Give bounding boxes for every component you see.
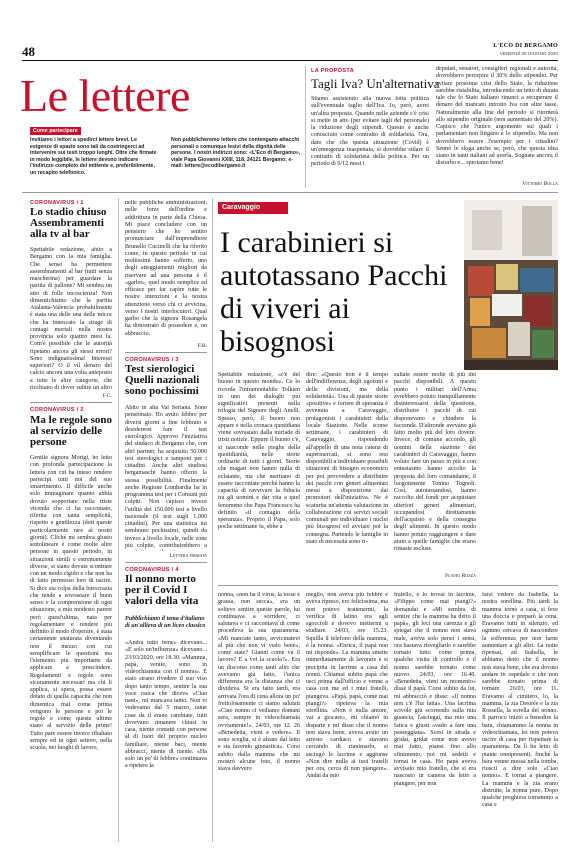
address-text: Non pubblicheremo lettere che contengano attacchi personali o comunque lesivi della dignità delle persone. I nostri indirizzi sono: «L'Eco di Bergamo», viale Papa Giovanni XXIII, 118, 24121 Bergamo; e-mail: lettere@ecodibergamo.it <box>171 137 301 170</box>
proposta-text: Stiamo assistendo alla nuova lotta politica sull'eventuale taglio dell'Iva. Io, però, avrei un'altra proposta. Quando nelle aziende c'è crisi si mette in atto (per evitare tagli del personale) la riduzione degli stipendi. Questo è anche conosciuto come contratto di solidarietà. Ora, dato che che questa situazione (Covid) è un'emergenza inaspettata, si dovrebbe stilare il contratto di solidarietà della politica. Per un periodo di 6/12 mesi i <box>311 96 429 168</box>
letter2-continued: nelle pubbliche amministrazioni, nelle forze dell'ordine e addirittura in parte della Chiesa. Mi piace concludere con un pensiero che ho sentito pronunciare dall'imprenditore Brunello Cucinelli che ha riferito come, in questo periodo in cui moltissimi hanno sofferto, uno degli atteggiamenti migliori da riservare ad una persona è il «garbo», quel modo semplice ed efficace per far capire tutte le nostre intenzioni e la nostra attenzione verso chi ci avvicina, verso i nostri interlocutori. Qual garbo che la signora Rosangela ha dimostrato di possedere e, un abbraccio. <box>125 200 207 337</box>
letter2-tag: CORONAVIRUS / 2 <box>30 407 84 413</box>
header-rule <box>22 60 558 61</box>
participate-text: Invitiamo i lettori a spedirci lettere brevi. Le esigenze di spazio sono tali da costringerci ad intervenire sui testi troppo lunghi. Oltre che firmate in modo leggibile, le lettere devono indicare l'indirizzo completo del mittente e, preferibilmente, un recapito telefonico. <box>30 137 157 176</box>
letter3-signature: Lettera firmata <box>169 553 207 559</box>
letter1-signature: F.C. <box>102 393 112 399</box>
letter4-col-c: fratello, e lo trovai in lacrime, «Filippo come mai piangi?» domandai e «Mi sembra di sentire che la mamma ha detto il papà», gli feci una carezza e gli spiegai che il nonno non stava male, aveva solo perso i sensi, ora bastava risvegliarlo e sarebbe tornato tutto come prima, qualche visita di controllo e il nonno sarebbe tornato come nuovo. 24/03, ore 16.40. «Benedetta, vieni un momento» disse il papà. Corsi subito da lui, mi abbracciò e disse: «Il nonno non c'è l'ha fatta». Una lacrima scivolò giù scorrendo sulla mia guancia, l'asciugai, ma mio una fatica e giusti «vado a fare una passeggiata». Scesi in strada e gridai, gridai come non avevo mai fatto, piansi fino allo sfinimento, poi mi sedetti e tornai in casa. Ho papà aveva avvisato mio fratello, che si era nascosto in camera da letto a piangere, per non <box>394 592 476 787</box>
article-photo <box>464 200 558 370</box>
letter2-text: Gentile signora Morigi, ho letto con profonda partecipazione la lettera con cui ha inteso rendere partecipi tutti noi del suo smarrimento. Il difficile anche solo immaginare quanto abbia dovuto sopportare nella triste vicenda che ci ha raccontato, riferita con tanta semplicità, rispetto e gentilezza (doti queste particolarmente rare al nostri giorni). Cliché mi sembra giusto sottolineare è come molte altre persone in questo periodo, in situazioni simili o estremamente diverse, si siano dovute scontrare con un modo rigido e che non ha di fatto permesso loro di uscire. Si dice sia colpa della burocrazia che tende a sovrastare il buon senso e la comprensione di ogni situazione, a mio modesto parere però quest'ultima, nata per regolamentare e rendere più definito il modo d'operare, è stata certamente snaturata diventando non il mezzo con cui semplificare le questioni ma l'elemento più importante da applicare a prescindere. Regolamenti e regole sono sicuramente necessari ma chi li applica, si spera, possa essere dotato di quella capacità che non dimentica mai come prima vengono le persone e poi le regole e come queste ultime siano al servizio delle prime! Tutto pare essere invece ribaltato sempre ed in ogni settore, nella scuola, nei luoghi di lavoro, <box>30 455 112 751</box>
letter1-tag: CORONAVIRUS / 1 <box>30 200 84 206</box>
article-col2: dire: «Questo non è il tempo dell'indifferenza, degli egoismi e delle divisioni, ma della solidarietà». Una di queste storie «positive» e foriere di speranza è avvenuta a Caravaggio, protagonisti i carabinieri della locale Stazione. Nelle scorse settimane, i carabinieri di Caravaggio, rispondendo all'appello di una nota catena di supermercati, si sono resi disponibili a individuare possibili situazioni di bisogno economico per poi provvedere a distribuire dei pacchi con generi alimentari messi a disposizione dai promotori dell'iniziativa. Ne è scaturita un'attenta valutazione in collaborazione coi servizi sociali comunali per individuare i nuclei più bisognosi ed avviare poi la consegna. Partendo le famiglie in stato di necessità sono ri- <box>306 372 388 545</box>
letter3-title: Test sierologici Quelli nazionali sono pochissimi <box>125 363 200 398</box>
participate-label: Come partecipare <box>30 127 81 135</box>
letter4-col-d: farsi vedere da Isabella, la nostra sorellina. Più tardi la mamma tornò a casa, si fece una doccia e preparò la cena. Eravamo tutti in silenzio, ed ognuno cercava di nascondere la sofferenza per non farne aumentare a gli altri. La notte ripensai, ad Isabella, le abbiamo detto che il nonno non stava bene, che era dovuto andare in ospedale e che non sarebbe tornato prima di tornare. 26/03, ore 11. Eravamo al cimitero, lo, la mamma, la zia Desirée e la zia Rossella, la sorella del nonno. Il parroco iniziò a benedire la bara, chiamammo la nonna in videochiamata, lei non poteva uscire di casa per rispettare la quarantena. Da lì ha letto di piante onnipresenti, finché la bara venne messa nella tomba, riuscii a dire solo «Ciao nonno». E tornai a piangere. La mamma e la zia erano distrutte, la nonna pure. Dopo qualche preghiera tornammo a casa e <box>482 592 558 809</box>
page-number: 48 <box>22 44 35 59</box>
proposta-text-continued: deputati, senatori, consiglieri regionali e autorità, dovrebbero percepire il 30% dello stipendio. Per evitare prossime crisi dello Stato, la riduzione sarebbe ristabilita, introducendo un tetto di durata tale che lo Stato italiano rinunci a recuperare il denaro del mancato introito Iva con altre tasse. Naturalmente alla fine del periodo si ritornerà allo stipendio originale (non aumentato del 20%). Capisco che l'unico argomento sui quali i parlamentari non litigano è lo stipendio. Ma non dovrebbero essere l'esempio per i cittadini? Sennò le sloga anche se, però, che questa idea siano in tanti italiani ad averla. Sognate ancora il disturbo e... speriamo bene! <box>436 66 558 167</box>
letter2-signature: F.B. <box>197 343 207 349</box>
proposta-title: Tagli Iva? Un'alternativa <box>311 76 440 91</box>
letter1-title: Lo stadio chiuso Assembramenti alla tv al bar <box>30 206 107 241</box>
letter4-col-b: meglio, non aveva più febbre e aveva ripreso, ero felicissima, ma non potevo trattenermi, la verifica di latino era agli sgoccioli e dovevo mettermi a studiare. 24/03, ore 15.23. Squilla il telefono della mamma, è la nonna. «Enrica, il papà non mi risponde». La mamma smette immediatamente di lavorare e si precipita in lacrime a casa del nonni. Chiamai subito papà che usci prima dall'ufficio e venne a casa con me ed i miei fratelli, piangeva. «Papà, papà, come mai piangi?» ripeteva la mia sorellina. «Non è nulla amore, vai a giocare», mi chiamò in disparte e mi disse che il nonno non stava bene, aveva avuto un arresto cardiaco e stavano cercando di rianimarlo, si asciugò le lacrime e aggiunse «Non dire nulla ai tuoi fratelli per ora, cerca di non piangere». Andai da mio <box>306 592 388 780</box>
letter4-intro: Pubblichiamo il tema d'italiano di un'allieva di un liceo classico <box>125 616 206 630</box>
article-col1: Spettabile redazione, «c'è del buono in questo mondo». Ce lo ricorda l'intramontabile Tolkien in uno dei dialoghi più significativi presenti nella trilogia del Signore degli Anelli. Spesso, però, il buono non appare e nella cronaca quotidiana viene sovrastato dalla miriade di tristi notizie. Eppure il buono c'è, si nasconde nelle pieghe della quotidianità, nelle storie ordinarie di tutti i giorni. Storie che magari non hanno nulla di eclatante, ma che meritano di essere raccontate perché hanno la capacità di ravvivare la fiducia tra gli uomini e dar vita a quel fenomeno che Papa Francesco ha definito «il contagio della speranza». Proprio il Papa, solo poche settimane fa, ebbe a <box>218 372 300 531</box>
proposta-tag: LA PROPOSTA <box>311 68 355 74</box>
article-title: I carabinieri si autotassano Pacchi di viveri ai bisognosi <box>220 226 448 358</box>
proposta-signature: Vittorio Bolla <box>522 181 558 187</box>
letter4-text: «Andrà tutto bene» dicevano... «E solo un'influenza» dicevano... 23/03/2020, ore 18.30. «Mamma, papà, venite, sono in videochiamata con il nonno». È stato strano rivedere il suo viso dopo tanto tempo, sentire la sua voce rauca che diceva «Ciao nani», mi mancava tanto. Non vi vedevamo dal 5 marzo, tante cose da il erano cambiate, tutti dovevano rimanere chiusi in casa, niente contatti con persone al di fuori del proprio nucleo familiare, niente baci, niente abbracci, niente di niente. «Ha solo un po' di febbre» continuava a ripetere la <box>125 640 207 770</box>
issue-date: VENERDÌ 29 GIUGNO 2020 <box>499 51 558 56</box>
letter1-text: Spettabile redazione, abito a Bergamo con la mia famiglia. Che senso ha permettere assembramenti al bar (tutti senza mascherina) per guardare la partita di pallone? Mi sembra un atto di folle incoscienza! Non dimentichiamo che la partita Atalanta-Valencia probabilmente è stata una delle una delle micce che ha innescato la strage di contagi mortali nella nostra provincia solo quattro mesi fa. Com'è possibile che le autorità ripetano ancora gli stessi errori? Sono indignatissima! Interessi superiori? O il vil denaro del calcio ancora una volta anteposto a tutte le altre categorie, che ricchiano di dover subire un altro <box>30 247 112 391</box>
letter2-title: Ma le regole sono al servizio delle persone <box>30 414 112 449</box>
article-kicker: Caravaggio <box>218 202 288 214</box>
letter4-tag: CORONAVIRUS / 4 <box>125 567 179 573</box>
letter4-col-a: nonna, «non ha il virus, la tosse è grassa, non secca», era un solievo sentire queste parole, lui continuava a sorridere, ci salutava e ci raccontava di come procedeva la sua quarantena. «Mi mancate tanto, avvicinatevi al più che non vi vedo bene», come state? Gianni come va il lavoro? E a voi la scuola?». Era un discorso come tanti altri che avevamo già fatto, l'unica differenza era la distanza che ci divideva. Si era fatto tardi, era arrivata l'ora di cena allora un po' frettolosamente ci siamo salutati «Ciao nonno ci vediamo domani sera, sempre in videochiamata ovviamente!». 24/03, ore 12. 26 «Benedetta, vieni a vedere». Il sono sceglia, si è alzato dal letto e sta facendo ginnastica». Corsi subito dalla mamma che mi mostrò alcune foto, il nonno stava davvero <box>218 592 300 772</box>
article-signature: Flavio Rozza <box>445 573 476 579</box>
letter4-title: Il nonno morto per il Covid I valori della vita <box>125 573 199 608</box>
article-col3: sultate essere molte di più dei pacchi disponibili. A questo punto i militari dell'Arma avrebbero potuto tranquillamente disinteressarsi della questione, distribuire i pacchi di cui disponevano e chiudere la faccenda. D'altronde avevano già fatto molto più del loro dovere. Invece, di comune accordo, gli uomini della stazione dei carabinieri di Caravaggio, hanno voluto fare un passo in più e con entusiasmo hanno accolto la proposta del loro comandante, il luogotenente Tonino Tognoli. Così, autotassandosi, hanno raccolto del fondi per acquistare ulteriori generi alimentari, occupandosi direttamente dell'acquisto e della consegna degli alimenti. In questo modo hanno potuto raggiungere e dare aiuto a quelle famiglie che erano rimaste escluse. <box>394 372 476 552</box>
letter3-tag: CORONAVIRUS / 3 <box>125 357 179 363</box>
letter3-text: Abito in alta Val Seriana. Sono pensionato. Ho avuto febbre per diversi giorni a fine febbraio e desidererei fare il test sierologico. Approvo l'iniziativa del sindaco di Bergamo che, con altri partner, ha acquisito 50.000 test sierologici e tamponi per i cittadini. Anche altri studiosi bergamaschi hanno offerto la stessa possibilità. Finalmente anche Regione Lombardia ha in programma test per i Comuni più colpiti. Non capisco invece l'utilità dei 150.000 test a livello nazionale (il test sugli 1.000 cittadini). Per una statistica mi sembrano pochissimi, quindi da invece a livello locale, nelle zone più colpite, contribuirebbero a <box>125 405 207 549</box>
section-title: Le lettere <box>20 70 190 121</box>
masthead: L'ECO DI BERGAMO <box>493 43 558 49</box>
